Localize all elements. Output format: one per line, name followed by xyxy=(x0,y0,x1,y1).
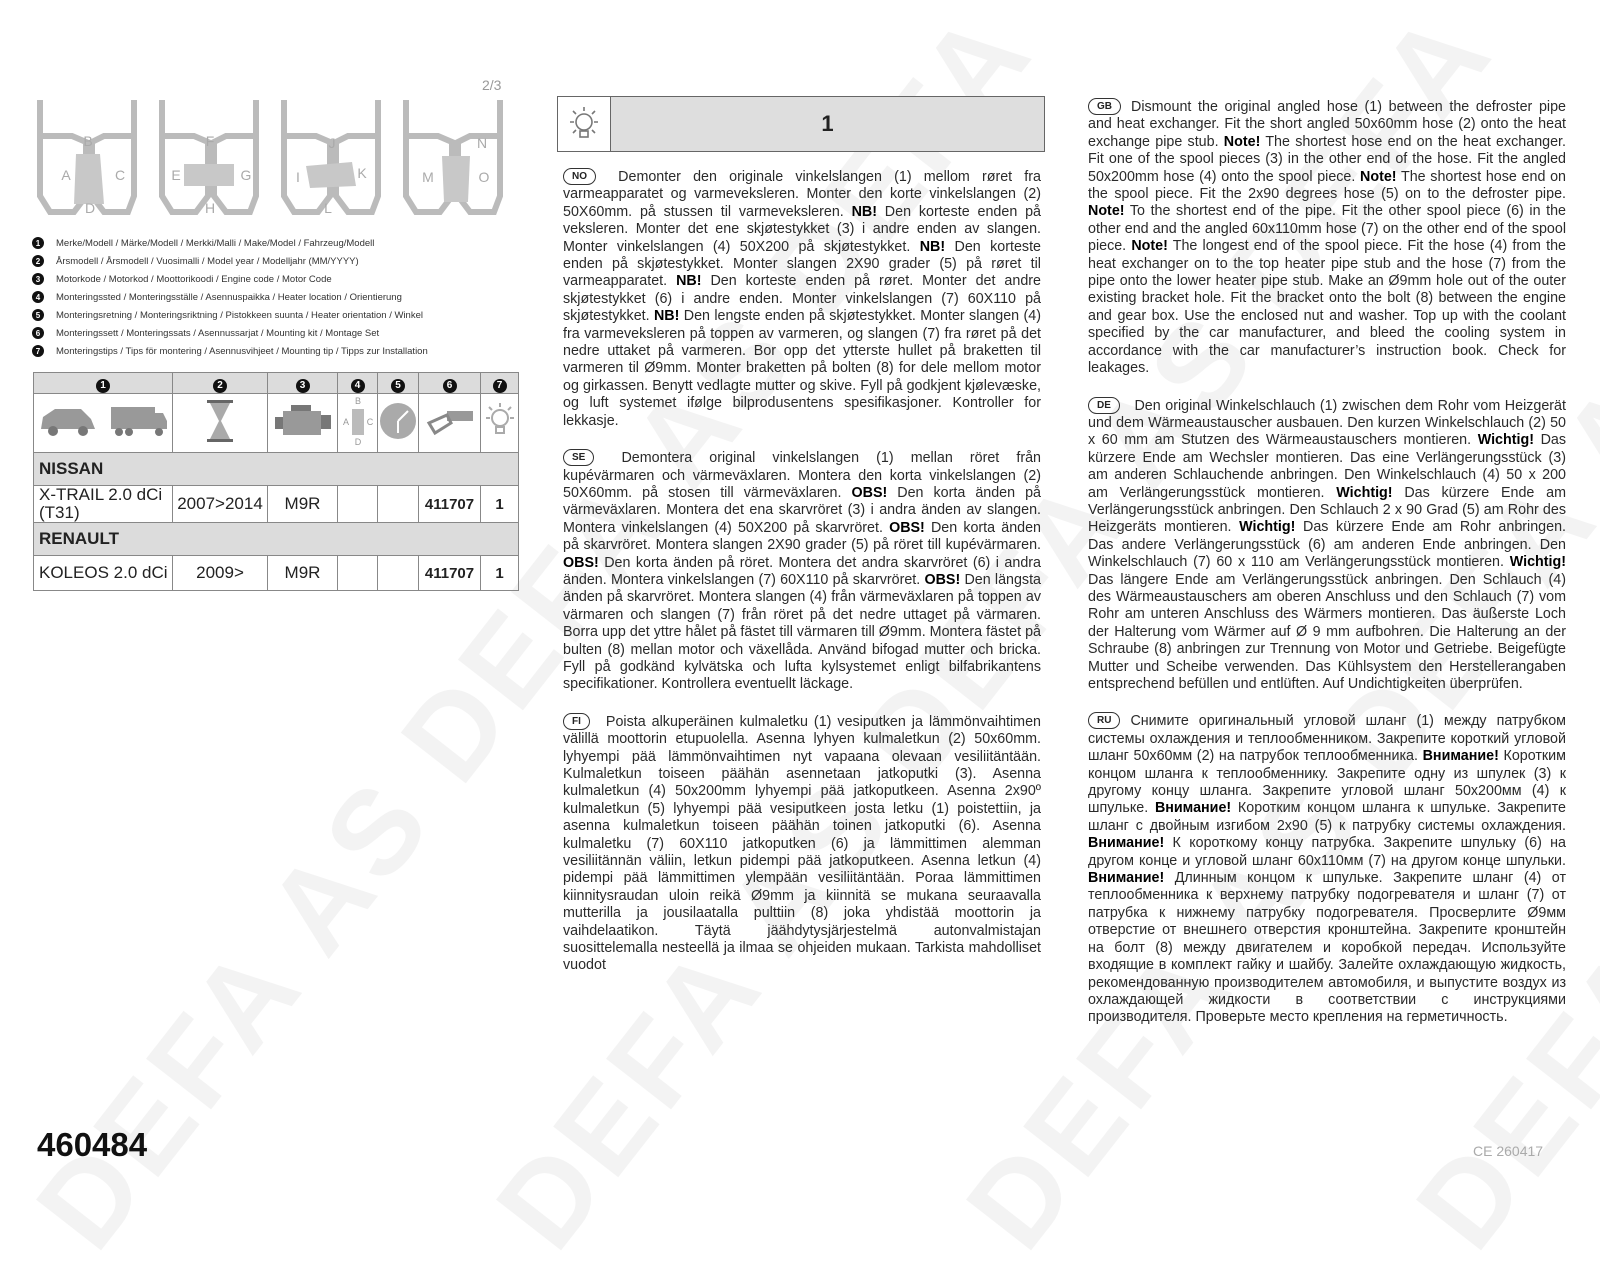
svg-text:F: F xyxy=(205,133,215,149)
column-header: 7 xyxy=(481,373,519,394)
language-badge: NO xyxy=(563,168,596,185)
legend-row xyxy=(32,270,512,288)
svg-text:E: E xyxy=(171,167,181,183)
section-se: SE Demontera original vinkelslangen (1) mellan röret från kupévärmaren och värmeväxlaren. Montera den korta vinkelslangen (2) 50X60mm. på stosen till värmeväxlaren. OBS! Den korta änden på värmeväxlaren. Montera det ena skarvröret (3) i andra änden av slangen. Montera vinkelslangen (4) 50X200 på skarvröret. OBS! Den korta änden på skarvröret. Montera slangen 2X90 grader (5) på röret till kupévärmaren. OBS! Den korta änden på röret. Montera det andra skarvröret (6) i andra änden. Montera vinkelslangen (7) 60X110 på skarvröret. OBS! Den längsta änden på skarvröret. Montera slangen (4) från värmeväxlaren på toppen av värmaren och slangen (7) från röret på det nedre uttaget på värmaren. Borra upp det yttre hålet på fästet till värmaren till Ø9mm. Montera fästet på bulten (8) mellan motor och växellåda. Använd bifogad mutter och bricka. Fyll på godkänd kylvätska och lufta kylsystemet enligt bilfabrikantens specifikationer. Kontrollera eventuellt läckage. xyxy=(563,450,1042,693)
tip-cell: 1 xyxy=(481,556,519,591)
letter-b: B xyxy=(83,133,93,149)
orientation-cell xyxy=(378,486,419,523)
section-no: NO Demonter den originale vinkelslangen (1) mellom røret fra varmeapparatet og varmeveksleren. Monter den korte vinkelslangen (2) 50X60mm. på stussen til varmeveksleren. NB! Den korteste enden på veksleren. Monter det ene skjøtestykket (3) i andre enden av slangen. Monter vinkelslangen (4) 50X200 på skjøtestykket. NB! Den korteste enden på skjøtestykket. Monter slangen 2X90 grader (5) på røret til varmeapparatet. NB! Den korteste enden på røret. Monter det andre skjøtestykket (6) i andre enden. Monter vinkelslangen (7) 60X110 på skjøtestykket. NB! Den lengste enden på skjøtestykket. Monter slangen (4) fra varmeveksleren på toppen av varmeren, og slangen (7) fra røret på det nedre uttaket på varmeren. Bor opp det ytterste hullet på braketten til varmeren til Ø9mm. Monter braketten på bolten (8) for dele mellom motor og girkassen. Benytt vedlagte mutter og skive. Fyll på godkjent kjølevæske, og luft systemet ifølge bilprodusentens spesifikasjoner. Kontroller for lekkasje. xyxy=(563,169,1041,429)
orientation-diagrams xyxy=(32,96,512,220)
legend-row xyxy=(32,252,512,270)
make-name: NISSAN xyxy=(34,453,519,486)
vehicle-icon xyxy=(37,401,169,441)
year-cell: 2007>2014 xyxy=(173,486,268,523)
mounting-kit-icon xyxy=(423,401,477,441)
section-de: DE Den original Winkelschlauch (1) zwischen dem Rohr vom Heizgerät und dem Wärmeaustauscher ausbauen. Den kurzen Winkelschlauch (2) 50 x 60 mm am Stutzen des Wärmeaustauschers montieren. Wichtig! Das kürzere Ende am Wechsler montieren. Das eine Verlängerungsstück (3) am anderen Schlauchende anbringen. Den Winkelschlauch (4) 50 x 200 am Verlängerungsstück montieren. Wichtig! Das kürzere Ende am Verlängerungsstück anbringen. Den Schlauch 2 x 90 Grad (5) am Rohr des Heizgeräts montieren. Wichtig! Das kürzere Ende am Rohr anbringen. Das andere Verlängerungsstück (6) am anderen Ende anbringen. Den Winkelschlauch (7) 60 x 110 am Verlängerungsstück montieren. Wichtig! Das längere Ende am Verlängerungsstück anbringen. Den Schlauch (4) des Wärmeaustauschers am oberen Anschluss und den Schlauch (7) vom Rohr am unteren Anschluss des Wärmers montieren. Das äußerste Loch der Halterung vom Wärmer auf Ø 9 mm aufbohren. Die Halterung an der Schraube (8) anbringen zur Trennung von Motor und Getriebe. Beigefügte Mutter und Scheibe verwenden. Das Kühlsystem den Herstellerangaben entsprechend befüllen und entlüften. Auf Undichtigkeiten überprüfen. xyxy=(1088,397,1566,692)
letter-a: A xyxy=(61,167,71,183)
model-cell: KOLEOS 2.0 dCi xyxy=(34,556,173,591)
legend-text: Årsmodell / Årsmodell / Vuosimalli / Model year / Modelljahr (MM/YYYY) xyxy=(56,255,359,267)
column-header: 4 xyxy=(338,373,378,394)
orientation-diagram-1 xyxy=(40,100,134,216)
svg-text:M: M xyxy=(422,169,434,185)
instructions-right xyxy=(1088,98,1566,1046)
legend-number: 3 xyxy=(32,273,44,285)
svg-text:H: H xyxy=(204,200,216,216)
language-badge: RU xyxy=(1088,712,1120,729)
svg-text:D: D xyxy=(354,436,361,447)
lightbulb-icon xyxy=(558,97,611,151)
section-fi: FI Poista alkuperäinen kulmaletku (1) vesiputken ja lämmönvaihtimen välillä moottorin etupuolella. Asenna lyhyen kulmaletkun (2) 50x60mm. lyhyempi pää lämmönvaihtimen nyt vapaana olevaan vesiliitäntään. Kulmaletkun toiseen päähän asennetaan jatkoputki (3). Asenna kulmaletkun (4) 50x200mm lyhyempi pää jatkoputkeen. Asenna 2x90º kulmaletkun (5) lyhyempi pää vesiputkeen josta letku (1) poistettiin, ja asenna kulmaletkun toiseen päähän toinen jatkoputki (6). Asenna kulmaletku (7) 60X110 jatkoputken (6) ja lämmittimen alemman vesiliitännän väliin, letkun pidempi pää jatkoputkeen. Asenna letkun (4) pidempi pää lämmittimen ylempään vesiliitäntään. Poraa lämmittimen kiinnitysraudan uloin reikä Ø9mm ja kiinnitä se mukana seuraavalla mutterilla ja jousilaatalla pulttiin (8) joka yhdistää moottorin ja vaihdelaatikon. Täytä jäähdytysjärjestelmä autonvalmistajan suosittelemalla nesteellä ja ilmaa se ohjeiden mukaan. Tarkista mahdolliset vuodot xyxy=(563,713,1041,974)
instructions-middle xyxy=(563,168,1041,994)
legend-row xyxy=(32,306,512,324)
svg-text:I: I xyxy=(296,169,300,185)
column-header: 1 xyxy=(34,373,173,394)
ce-code: CE 260417 xyxy=(1473,1143,1544,1159)
model-cell: X-TRAIL 2.0 dCi (T31) xyxy=(34,486,173,523)
svg-text:G: G xyxy=(240,167,252,183)
engine-cell: M9R xyxy=(268,486,338,523)
tip-cell: 1 xyxy=(481,486,519,523)
section-gb: GB Dismount the original angled hose (1) between the defroster pipe and heat exchanger. Fit the short angled 50x60mm hose (2) onto the heat exchange pipe stub. Note! The shortest hose end on the heat exchanger. Fit one of the spool pieces (3) in the other end of the hose. Fit the angled 50x200mm hose (4) onto the spool piece. Note! The shortest hose end on the spool piece. Fit the 2x90 degrees hose (5) on to the defroster pipe. Note! To the shortest end of the pipe. Fit the other spool piece (6) in the other end and the angled 60x110mm hose (7) on the other end of the spool piece. Note! The longest end of the spool piece. Fit the hose (4) from the heat exchanger on to the top heater pipe stub and the hose (7) from the pipe onto the lower heater pipe stub. Make an Ø9mm hole out of the outer existing bracket hole. Fit the bracket onto the bolt (8) between the engine and gear box. Use the enclosed nut and washer. Top up with the coolant specified by the car manufacturer, and bleed the cooling system in accordance with the car manufacturer’s instruction book. Check for leakages. xyxy=(1088,99,1566,377)
legend-text: Motorkode / Motorkod / Moottorikoodi / Engine code / Motor Code xyxy=(56,273,332,285)
svg-text:N: N xyxy=(476,135,488,151)
legend-number: 4 xyxy=(32,291,44,303)
svg-text:L: L xyxy=(324,200,332,216)
table-row xyxy=(34,486,519,523)
legend-number: 5 xyxy=(32,309,44,321)
legend-number: 6 xyxy=(32,327,44,339)
svg-text:C: C xyxy=(366,416,373,427)
section-ru: RU Снимите оригинальный угловой шланг (1) между патрубком системы охлаждения и теплообменником. Закрепите короткий угловой шланг 50x60мм (2) на патрубок теплообменника. Внимание! Коротким концом шланга к теплообменнику. Закрепите одну из шпулек (3) к другому концу шланга. Закрепите угловой шланг 50x200мм (4) к шпульке. Внимание! Коротким концом шланга к шпульке. Закрепите шланг с двойным изгибом 2x90 (5) к патрубку системы охлаждения. Внимание! К короткому концу патрубка. Закрепите шпульку (6) на другом конце и угловой шланг 60x110мм (7) на другом конце шпульки. Внимание! Длинным концом к шпульке. Закрепите шланг (4) от теплообменника к верхнему патрубку подогревателя и шланг (7) от патрубка к нижнему патрубку подогревателя. Просверлите Ø9мм отверстие от внешнего отверстия кронштейна. Закрепите кронштейн на болт (8) между двигателем и коробкой передач. Используйте входящие в комплект гайку и шайбу. Залейте охлаждающую жидкость, рекомендованную производителем автомобиля, и выпустите воздух из охлаждающей жидкости в соответствии с инструкциями производителя. Проверьте место крепления на герметичность. xyxy=(1088,713,1566,1026)
language-badge: GB xyxy=(1088,98,1121,115)
svg-text:J: J xyxy=(328,135,336,151)
kit-cell: 411707 xyxy=(419,486,481,523)
location-cell xyxy=(338,556,378,591)
engine-icon xyxy=(273,401,333,441)
legend-text: Monteringssted / Monteringsställe / Asennuspaikka / Heater location / Orientierung xyxy=(56,291,402,303)
legend-text: Monteringsretning / Monteringsriktning / Pistokkeen suunta / Heater orientation / Winkel xyxy=(56,309,423,321)
legend-number: 7 xyxy=(32,345,44,357)
make-name: RENAULT xyxy=(34,523,519,556)
table-icon-row xyxy=(34,394,519,453)
legend-row xyxy=(32,288,512,306)
svg-text:A: A xyxy=(342,416,349,427)
location-cell xyxy=(338,486,378,523)
year-cell: 2009> xyxy=(173,556,268,591)
orientation-diagram-3 xyxy=(284,100,378,216)
legend-number: 2 xyxy=(32,255,44,267)
engine-cell: M9R xyxy=(268,556,338,591)
step-header xyxy=(557,96,1045,152)
svg-text:O: O xyxy=(478,169,490,185)
kit-cell: 411707 xyxy=(419,556,481,591)
letter-c: C xyxy=(114,167,126,183)
column-header: 2 xyxy=(173,373,268,394)
hourglass-icon xyxy=(205,399,235,443)
heater-location-icon xyxy=(343,395,373,447)
legend xyxy=(32,234,512,360)
heater-orientation-icon xyxy=(378,399,418,443)
step-number: 1 xyxy=(821,111,834,136)
language-badge: FI xyxy=(563,713,590,730)
legend-row xyxy=(32,324,512,342)
letter-d: D xyxy=(84,200,96,216)
svg-text:B: B xyxy=(354,395,361,406)
orientation-cell xyxy=(378,556,419,591)
article-number: 460484 xyxy=(37,1126,148,1163)
orientation-diagram-4 xyxy=(406,100,500,212)
legend-number: 1 xyxy=(32,237,44,249)
mounting-tip-icon xyxy=(484,401,516,441)
table-row xyxy=(34,556,519,591)
table-row xyxy=(34,453,519,486)
legend-text: Merke/Modell / Märke/Modell / Merkki/Malli / Make/Model / Fahrzeug/Modell xyxy=(56,237,375,249)
language-badge: DE xyxy=(1088,397,1120,414)
column-header: 5 xyxy=(378,373,419,394)
vehicle-table xyxy=(33,372,519,591)
svg-text:K: K xyxy=(357,165,367,181)
orientation-diagram-2 xyxy=(162,100,256,216)
table-header-row xyxy=(34,373,519,394)
page-number: 2/3 xyxy=(482,77,502,93)
column-header: 6 xyxy=(419,373,481,394)
legend-text: Monteringssett / Monteringssats / Asennussarjat / Mounting kit / Montage Set xyxy=(56,327,380,339)
language-badge: SE xyxy=(563,449,594,466)
table-row xyxy=(34,523,519,556)
legend-text: Monteringstips / Tips för montering / Asennusvihjeet / Mounting tip / Tipps zur Installation xyxy=(56,345,428,357)
legend-row xyxy=(32,234,512,252)
legend-row xyxy=(32,342,512,360)
column-header: 3 xyxy=(268,373,338,394)
